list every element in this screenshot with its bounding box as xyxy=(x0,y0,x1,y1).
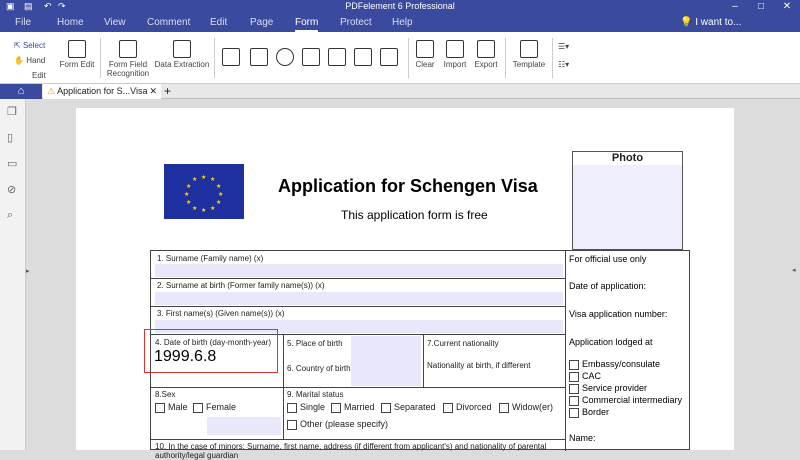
embassy-option[interactable] xyxy=(569,359,660,370)
divider xyxy=(151,387,565,388)
separator xyxy=(100,38,101,78)
chart-icon xyxy=(173,40,191,58)
separator xyxy=(408,38,409,78)
sex-male-option[interactable] xyxy=(155,402,188,413)
separated-label: Separated xyxy=(394,402,436,412)
field-6-label: 6. Country of birth xyxy=(287,364,351,373)
close-icon[interactable]: ✕ xyxy=(782,1,792,12)
photo-label: Photo xyxy=(573,152,682,165)
data-extraction-button[interactable] xyxy=(154,40,210,69)
signature-button[interactable] xyxy=(380,48,398,68)
widow-checkbox[interactable] xyxy=(499,403,509,413)
text-field-icon xyxy=(222,48,240,66)
male-label: Male xyxy=(168,402,188,412)
lightbulb-icon: 💡 xyxy=(680,17,693,28)
warning-icon: ⚠ xyxy=(47,86,56,96)
left-sidebar xyxy=(0,99,30,450)
title-bar xyxy=(0,0,800,14)
other-label: Other (please specify) xyxy=(300,419,389,429)
divider xyxy=(151,439,565,440)
married-option[interactable] xyxy=(331,402,375,413)
button-icon xyxy=(354,48,372,66)
button-tool[interactable] xyxy=(354,48,372,68)
home-tab[interactable] xyxy=(0,84,42,99)
sex-female-option[interactable] xyxy=(193,402,236,413)
hand-tool[interactable] xyxy=(14,53,46,68)
divider xyxy=(565,251,566,451)
maximize-icon[interactable]: □ xyxy=(757,1,765,12)
field-3-label: 3. First name(s) (Given name(s)) (x) xyxy=(157,309,285,318)
date-of-birth-value[interactable]: 1999.6.8 xyxy=(154,348,217,365)
eraser-icon xyxy=(416,40,434,58)
cac-checkbox[interactable] xyxy=(569,372,579,382)
widow-label: Widow(er) xyxy=(512,402,554,412)
export-label: Export xyxy=(474,60,498,69)
divider xyxy=(423,334,424,387)
tab-file[interactable]: File xyxy=(15,17,32,28)
divorced-label: Divorced xyxy=(456,402,492,412)
field-7b-label: Nationality at birth, if different xyxy=(427,361,531,370)
male-checkbox[interactable] xyxy=(155,403,165,413)
sex-extra-input[interactable] xyxy=(207,417,281,435)
border-label: Border xyxy=(582,407,610,417)
other-checkbox[interactable] xyxy=(287,420,297,430)
app-logo-icon: ▣ xyxy=(6,1,15,11)
menu-bar xyxy=(0,14,800,32)
star-icon: ★ xyxy=(216,200,222,206)
align-button[interactable] xyxy=(558,42,569,51)
combo-box-button[interactable] xyxy=(302,48,320,68)
expand-sidebar-icon[interactable]: ▸ xyxy=(26,268,30,275)
official-use-label: For official use only xyxy=(569,254,647,264)
star-icon: ★ xyxy=(186,184,192,190)
lodged-at-label: Application lodged at xyxy=(569,337,653,347)
border-option[interactable] xyxy=(569,407,609,418)
single-label: Single xyxy=(300,402,326,412)
separator xyxy=(214,38,215,78)
female-label: Female xyxy=(206,402,237,412)
field-2-label: 2. Surname at birth (Former family name(s)) (x) xyxy=(157,281,325,290)
import-button[interactable] xyxy=(442,40,468,69)
combo-box-icon xyxy=(302,48,320,66)
divorced-checkbox[interactable] xyxy=(443,403,453,413)
divider xyxy=(151,306,565,307)
hand-icon: ✋ xyxy=(14,56,24,65)
other-option[interactable] xyxy=(287,419,388,430)
service-provider-label: Service provider xyxy=(582,383,648,393)
checkbox-button[interactable] xyxy=(250,48,268,68)
divider xyxy=(283,387,284,439)
tab-view[interactable]: View xyxy=(104,17,126,28)
field-5-label: 5. Place of birth xyxy=(287,339,343,348)
data-extraction-label: Data Extraction xyxy=(154,60,210,69)
field-10-label: 10. In the case of minors: Surname, first name, address (if different from applicant's) and nationality of parental xyxy=(155,442,547,451)
female-checkbox[interactable] xyxy=(193,403,203,413)
star-icon: ★ xyxy=(192,177,198,183)
edit-tool[interactable] xyxy=(14,68,46,83)
text-field-button[interactable] xyxy=(222,48,240,68)
radio-icon xyxy=(276,48,294,66)
commercial-option[interactable] xyxy=(569,395,682,406)
home-icon: ⌂ xyxy=(17,85,25,97)
separated-checkbox[interactable] xyxy=(381,403,391,413)
add-tab-icon[interactable]: + xyxy=(164,84,172,98)
married-label: Married xyxy=(344,402,375,412)
field-7-label: 7.Current nationality xyxy=(427,339,499,348)
field-9-label: 9. Marital status xyxy=(287,390,344,399)
separated-option[interactable] xyxy=(381,402,436,413)
surname-at-birth-input[interactable] xyxy=(155,292,563,305)
tab-protect[interactable]: Protect xyxy=(340,17,372,28)
tool-group xyxy=(14,38,46,83)
single-option[interactable] xyxy=(287,402,325,413)
redo-icon[interactable]: ↷ xyxy=(58,1,66,11)
separator xyxy=(505,38,506,78)
form-subtitle: This application form is free xyxy=(341,208,488,222)
eu-flag xyxy=(164,164,244,219)
import-icon xyxy=(446,40,464,58)
surname-input[interactable] xyxy=(155,264,563,277)
cac-label: CAC xyxy=(582,371,602,381)
clear-button[interactable] xyxy=(414,40,436,69)
edit-label: Edit xyxy=(32,71,46,80)
list-box-icon xyxy=(328,48,346,66)
document-page xyxy=(76,108,734,460)
search-label: I want to... xyxy=(695,17,742,28)
star-icon: ★ xyxy=(184,192,190,198)
embassy-label: Embassy/consulate xyxy=(582,359,661,369)
save-icon[interactable]: ▤ xyxy=(24,1,33,11)
align-icon: ☰▾ xyxy=(558,42,570,51)
commercial-checkbox[interactable] xyxy=(569,396,579,406)
cursor-icon: ⇱ xyxy=(14,41,21,50)
import-label: Import xyxy=(443,60,467,69)
tab-home[interactable]: Home xyxy=(57,17,84,28)
divider xyxy=(151,278,565,279)
document-tabs xyxy=(0,84,800,99)
service-provider-option[interactable] xyxy=(569,383,647,394)
tab-edit[interactable]: Edit xyxy=(210,17,228,28)
service-provider-checkbox[interactable] xyxy=(569,384,579,394)
select-tool[interactable] xyxy=(14,38,46,53)
field-4-label: 4. Date of birth (day-month-year) xyxy=(155,338,272,347)
widow-option[interactable] xyxy=(499,402,553,413)
list-box-button[interactable] xyxy=(328,48,346,68)
minimize-icon[interactable]: – xyxy=(732,1,738,12)
date-of-application-label: Date of application: xyxy=(569,281,647,291)
form-edit-button[interactable] xyxy=(58,40,96,69)
tab-form[interactable]: Form xyxy=(295,17,318,32)
search-icon[interactable]: ⌕ xyxy=(7,209,14,221)
star-icon: ★ xyxy=(201,175,207,181)
field-1-label: 1. Surname (Family name) (x) xyxy=(157,254,264,263)
star-icon: ★ xyxy=(201,208,207,214)
distribute-icon: ☷▾ xyxy=(558,60,570,69)
distribute-button[interactable] xyxy=(558,60,569,69)
hand-label: Hand xyxy=(26,56,46,65)
cac-option[interactable] xyxy=(569,371,601,382)
expand-right-panel-icon[interactable]: ◂ xyxy=(792,267,796,274)
form-edit-icon xyxy=(68,40,86,58)
form-edit-label: Form Edit xyxy=(59,60,95,69)
attachment-icon[interactable]: ⊘ xyxy=(7,184,17,196)
pages-icon[interactable]: ❐ xyxy=(7,106,17,118)
clear-label: Clear xyxy=(415,60,435,69)
separator xyxy=(552,38,553,78)
field-8-label: 8.Sex xyxy=(155,390,176,399)
template-icon xyxy=(520,40,538,58)
star-icon: ★ xyxy=(210,206,216,212)
name-label: Name: xyxy=(569,433,596,443)
divorced-option[interactable] xyxy=(443,402,492,413)
document-tab-label: Application for S...Visa xyxy=(57,86,148,96)
signature-icon xyxy=(380,48,398,66)
template-button[interactable] xyxy=(511,40,547,69)
recognition-icon xyxy=(119,40,137,58)
form-title: Application for Schengen Visa xyxy=(278,176,538,196)
form-field-recognition-button[interactable] xyxy=(104,40,152,78)
template-label: Template xyxy=(512,60,546,69)
tab-help[interactable]: Help xyxy=(392,17,413,28)
field-10b-label: authority/legal guardian xyxy=(155,451,239,460)
export-button[interactable] xyxy=(473,40,499,69)
married-checkbox[interactable] xyxy=(331,403,341,413)
document-tab[interactable] xyxy=(43,84,161,99)
search-box[interactable] xyxy=(680,17,741,28)
checkbox-icon xyxy=(250,48,268,66)
ribbon xyxy=(0,32,800,84)
divider xyxy=(283,334,284,387)
place-of-birth-input[interactable] xyxy=(351,336,421,386)
tab-comment[interactable]: Comment xyxy=(147,17,191,28)
tab-page[interactable]: Page xyxy=(250,17,274,28)
comment-icon[interactable]: ▭ xyxy=(7,158,18,170)
star-icon: ★ xyxy=(210,177,216,183)
single-checkbox[interactable] xyxy=(287,403,297,413)
star-icon: ★ xyxy=(192,206,198,212)
border-checkbox[interactable] xyxy=(569,408,579,418)
star-icon: ★ xyxy=(186,200,192,206)
photo-field[interactable] xyxy=(572,151,683,250)
commercial-label: Commercial intermediary xyxy=(582,395,683,405)
undo-icon[interactable]: ↶ xyxy=(44,1,52,11)
form-field-recognition-label: Form Field Recognition xyxy=(106,60,150,78)
star-icon: ★ xyxy=(218,192,224,198)
embassy-checkbox[interactable] xyxy=(569,360,579,370)
bookmark-icon[interactable]: ▯ xyxy=(7,132,14,144)
visa-number-label: Visa application number: xyxy=(569,309,668,319)
close-tab-icon[interactable]: ✕ xyxy=(149,86,157,96)
star-icon: ★ xyxy=(216,184,222,190)
radio-button-tool[interactable] xyxy=(276,48,294,68)
export-icon xyxy=(477,40,495,58)
select-label: Select xyxy=(22,41,46,50)
window-title: PDFelement 6 Professional xyxy=(345,1,455,11)
